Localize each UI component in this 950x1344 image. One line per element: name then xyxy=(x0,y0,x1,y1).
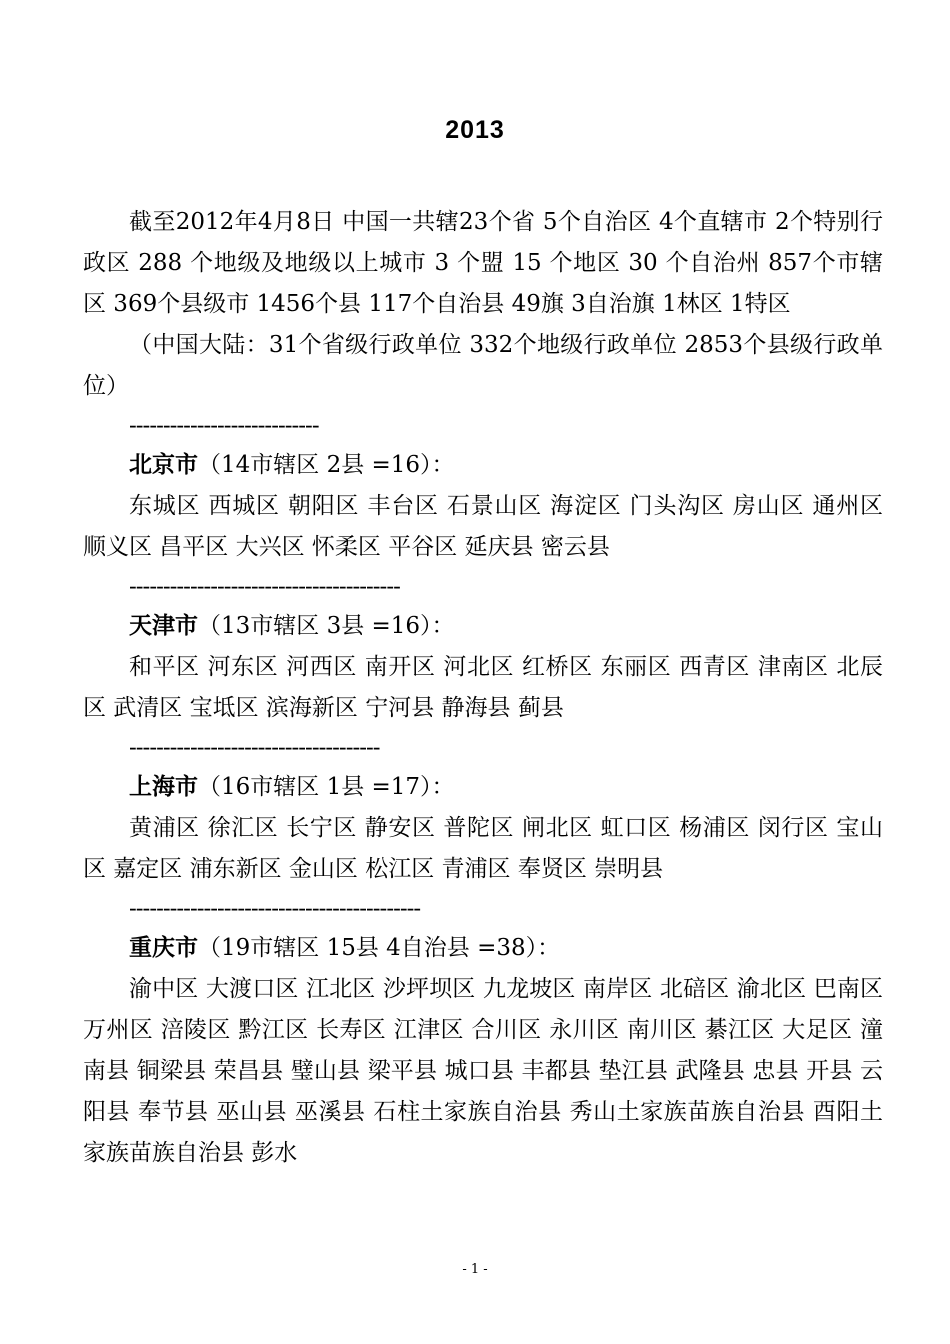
separator-line: ------------------------------------- xyxy=(129,735,380,761)
city-name: 上海市 xyxy=(129,774,198,800)
section-heading-chongqing xyxy=(83,928,883,969)
district-list-chongqing: 渝中区 大渡口区 江北区 沙坪坝区 九龙坡区 南岸区 北碚区 渝北区 巴南区 万州区 涪陵区 黔江区 长寿区 江津区 合川区 永川区 南川区 綦江区 大足区 潼南县 铜梁县 荣昌县 璧山县 梁平县 城口县 丰都县 垫江县 武隆县 忠县 开县 云阳县 奉节县 巫山县 巫溪县 石柱土家族自治县 秀山土家族苗族自治县 酉阳土家族苗族自治县 彭水 xyxy=(83,976,883,1166)
city-summary: （13市辖区 3县 =16）： xyxy=(198,613,455,639)
mainland-paragraph: （中国大陆：31个省级行政单位 332个地级行政单位 2853个县级行政单位） xyxy=(83,332,883,399)
district-list-shanghai: 黄浦区 徐汇区 长宁区 静安区 普陀区 闸北区 虹口区 杨浦区 闵行区 宝山区 嘉定区 浦东新区 金山区 松江区 青浦区 奉贤区 崇明县 xyxy=(83,815,883,882)
city-summary: （16市辖区 1县 =17）： xyxy=(198,774,455,800)
section-heading-tianjin xyxy=(83,606,883,647)
district-list-tianjin: 和平区 河东区 河西区 南开区 河北区 红桥区 东丽区 西青区 津南区 北辰区 武清区 宝坻区 滨海新区 宁河县 静海县 蓟县 xyxy=(83,654,883,721)
intro-paragraph: 截至2012年4月8日 中国一共辖23个省 5个自治区 4个直辖市 2个特别行政区 288 个地级及地级以上城市 3 个盟 15 个地区 30 个自治州 857个市辖区 369个县级市 1456个县 117个自治县 49旗 3自治旗 1林区 1特区 xyxy=(83,209,884,317)
district-list-beijing: 东城区 西城区 朝阳区 丰台区 石景山区 海淀区 门头沟区 房山区 通州区 顺义区 昌平区 大兴区 怀柔区 平谷区 延庆县 密云县 xyxy=(83,493,883,560)
section-heading-shanghai xyxy=(83,767,883,808)
page-number: - 1 - xyxy=(462,1262,488,1277)
document-body xyxy=(83,202,883,1174)
section-heading-beijing xyxy=(83,445,883,486)
separator-line: ---------------------------- xyxy=(129,413,319,439)
city-summary: （14市辖区 2县 =16）： xyxy=(198,452,455,478)
city-name: 天津市 xyxy=(129,613,198,639)
separator-line: ------------------------------------------- xyxy=(129,896,421,922)
document-title: 2013 xyxy=(445,116,505,144)
city-name: 重庆市 xyxy=(129,935,198,961)
separator-line: ---------------------------------------- xyxy=(129,574,400,600)
city-summary: （19市辖区 15县 4自治县 =38）： xyxy=(198,935,561,961)
city-name: 北京市 xyxy=(129,452,198,478)
